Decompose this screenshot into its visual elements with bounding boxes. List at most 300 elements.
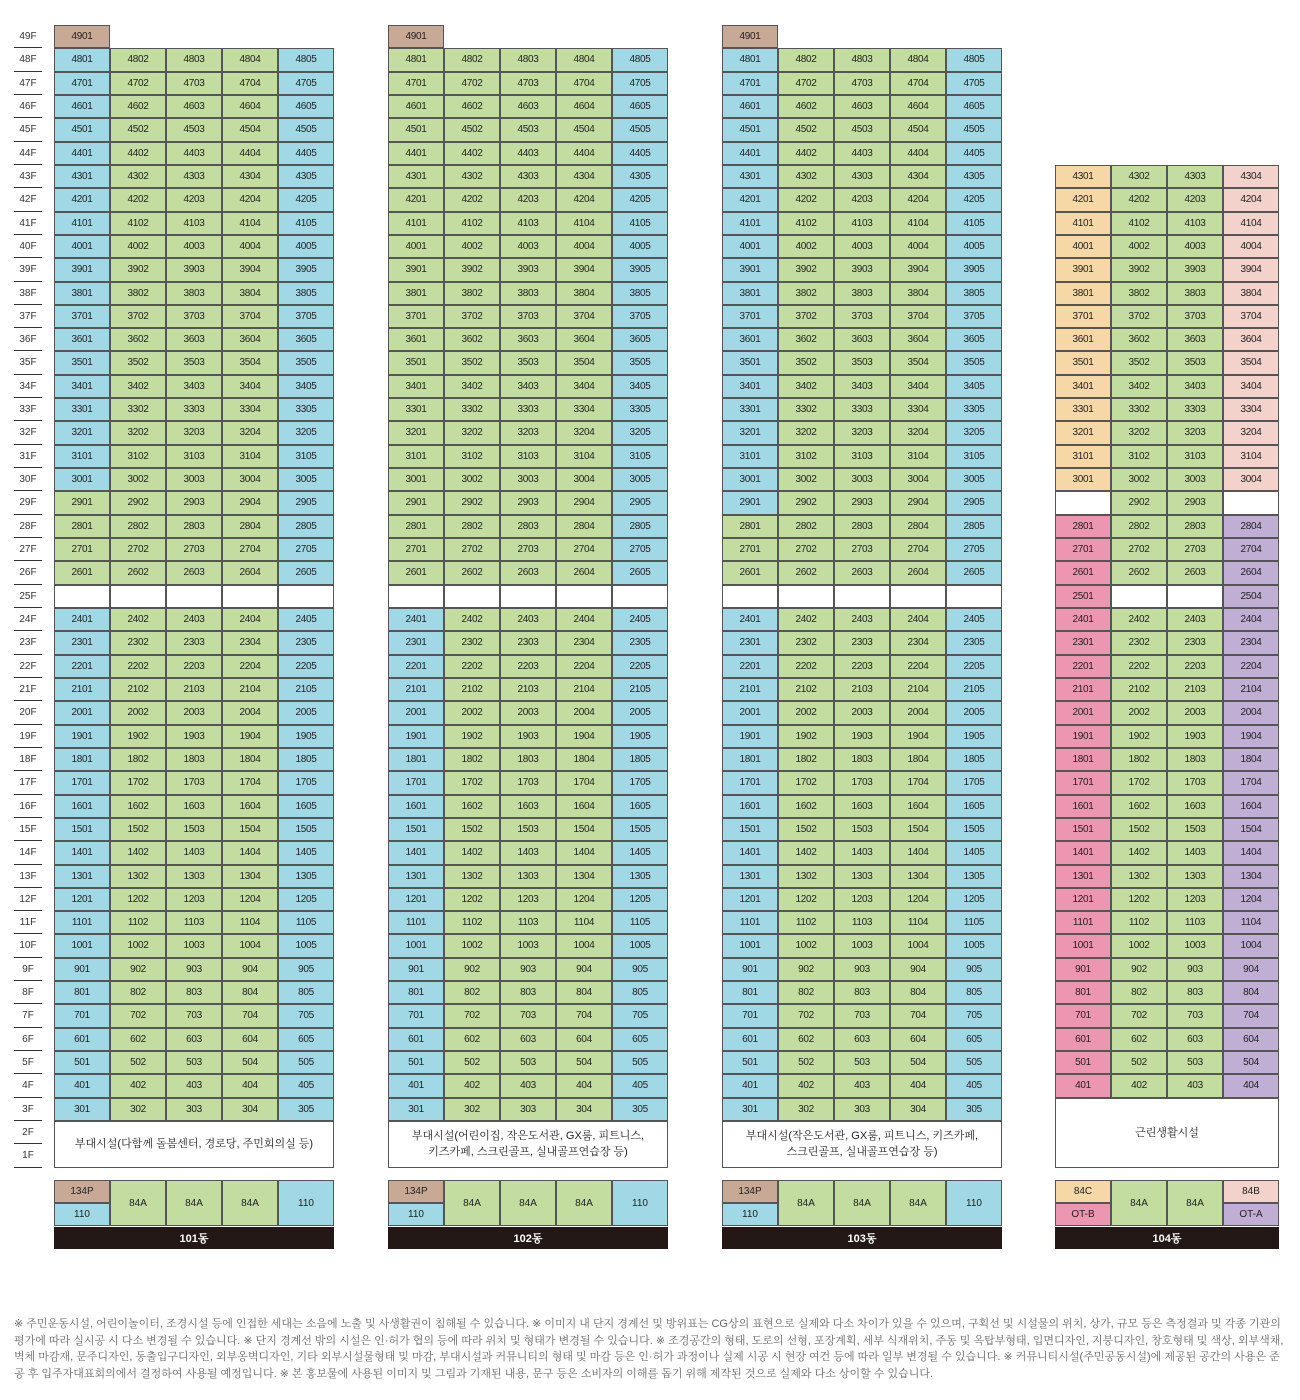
unit-cell: 3903 xyxy=(1167,258,1223,281)
unit-cell: 1105 xyxy=(612,911,668,934)
unit-cell: 4502 xyxy=(778,118,834,141)
unit-cell: 1004 xyxy=(890,934,946,957)
unit-cell: 4504 xyxy=(890,118,946,141)
unit-cell: 2204 xyxy=(1223,655,1279,678)
unit-cell: 703 xyxy=(500,1004,556,1027)
unit-cell: 1404 xyxy=(556,841,612,864)
unit-cell: 805 xyxy=(612,981,668,1004)
unit-cell: 4204 xyxy=(556,188,612,211)
unit-cell: 1801 xyxy=(1055,748,1111,771)
unit-cell: 1302 xyxy=(110,865,166,888)
unit-cell: 3501 xyxy=(388,351,444,374)
facility-label: 부대시설(작은도서관, GX룸, 피트니스, 키즈카페, 스크린골프, 실내골프연습장 등) xyxy=(722,1121,1002,1168)
unit-cell: 1501 xyxy=(54,818,110,841)
unit-cell: 903 xyxy=(500,958,556,981)
unit-cell: 1705 xyxy=(278,771,334,794)
unit-type-label: 110 xyxy=(278,1180,334,1226)
unit-cell: 604 xyxy=(222,1028,278,1051)
unit-cell: 3402 xyxy=(1111,375,1167,398)
unit-cell: 2402 xyxy=(778,608,834,631)
unit-cell: 4202 xyxy=(444,188,500,211)
unit-cell: 3304 xyxy=(222,398,278,421)
unit-cell: 3105 xyxy=(612,445,668,468)
unit-cell: 3505 xyxy=(612,351,668,374)
unit-cell: 2702 xyxy=(1111,538,1167,561)
unit-cell: 4001 xyxy=(388,235,444,258)
unit-cell: 3802 xyxy=(110,282,166,305)
unit-cell: 3403 xyxy=(1167,375,1223,398)
unit-cell: 2805 xyxy=(612,515,668,538)
unit-cell: 901 xyxy=(1055,958,1111,981)
unit-cell: 3902 xyxy=(778,258,834,281)
unit-cell: 3302 xyxy=(778,398,834,421)
unit-cell: 2604 xyxy=(1223,561,1279,584)
unit-cell: 1002 xyxy=(1111,934,1167,957)
unit-cell: 3002 xyxy=(444,468,500,491)
floor-label: 15F xyxy=(14,818,42,841)
unit-cell: 4703 xyxy=(166,72,222,95)
unit-cell: 4801 xyxy=(388,48,444,71)
unit-cell: 3201 xyxy=(722,421,778,444)
unit-cell: 2104 xyxy=(222,678,278,701)
unit-cell: 4002 xyxy=(110,235,166,258)
floor-label: 24F xyxy=(14,608,42,631)
empty-cell xyxy=(222,585,278,608)
unit-cell: 2905 xyxy=(612,491,668,514)
unit-cell: 2702 xyxy=(778,538,834,561)
unit-cell: 4201 xyxy=(54,188,110,211)
unit-cell: 3603 xyxy=(166,328,222,351)
unit-cell: 502 xyxy=(444,1051,500,1074)
unit-cell: 3504 xyxy=(890,351,946,374)
disclaimer-text: ※ 주민운동시설, 어린이놀이터, 조경시설 등에 인접한 세대는 소음에 노출 및 사생활권이 침해될 수 있습니다. ※ 이미지 내 단지 경계선 및 방위표는 CG상의 표현으로 실제와 다소 차이가 있을 수 있으며, 구획선 및 시설물의 위치, 상가, 규모 등은 측정결과 및 각종 기관의 평가에 따라 실시공 시 다소 변경될 수 있습니다. ※ 단지 경계선 밖의 시설은 인·허가 협의 등에 따라 위치 및 형태가 변경될 수 있습니다. ※ 조경공간의 형태, 도로의 선형, 포장계획, 세부 식재위치, 주동 및 옥탑부형태, 입면디자인, 지붕디자인, 창호형태 및 색상, 외부색채, 벽체 마감재, 문주디자인, 동출입구디자인, 외부옹벽디자인, 기타 외부시설물형태 및 마감, 부대시설과 커뮤니티의 형태 및 마감 등은 인·허가 과정이나 실제 시공 시 현장 여건 등에 따라 일부 변경될 수 있습니다. ※ 커뮤니티시설(주민공동시설)에 제공된 공간의 사용은 준공 후 입주자대표회의에서 결정하여 사용될 예정입니다. ※ 본 홍보물에 사용된 이미지 및 그림과 기재된 내용, 문구 등은 소비자의 이해를 돕기 위해 제작된 것으로 실제와 다소 상이할 수 있습니다. xyxy=(14,1318,1284,1380)
unit-cell: 1504 xyxy=(890,818,946,841)
unit-cell: 1903 xyxy=(834,725,890,748)
unit-cell: 3304 xyxy=(890,398,946,421)
unit-cell: 402 xyxy=(444,1074,500,1097)
unit-cell: 1304 xyxy=(890,865,946,888)
unit-cell: 4605 xyxy=(612,95,668,118)
unit-cell: 3104 xyxy=(1223,445,1279,468)
unit-cell: 3602 xyxy=(110,328,166,351)
unit-type-label: 110 xyxy=(54,1203,110,1226)
unit-cell: 1204 xyxy=(890,888,946,911)
unit-cell: 1303 xyxy=(834,865,890,888)
unit-cell: 4804 xyxy=(890,48,946,71)
unit-cell: 2301 xyxy=(722,631,778,654)
unit-cell: 2201 xyxy=(1055,655,1111,678)
unit-cell: 4603 xyxy=(500,95,556,118)
unit-cell: 2004 xyxy=(222,701,278,724)
unit-cell: 4702 xyxy=(110,72,166,95)
unit-cell: 2903 xyxy=(166,491,222,514)
unit-cell: 3102 xyxy=(110,445,166,468)
unit-cell: 2304 xyxy=(222,631,278,654)
unit-cell: 904 xyxy=(222,958,278,981)
floor-label: 33F xyxy=(14,398,42,421)
unit-cell: 2403 xyxy=(500,608,556,631)
unit-cell: 3805 xyxy=(278,282,334,305)
unit-cell: 1302 xyxy=(444,865,500,888)
unit-cell: 3005 xyxy=(946,468,1002,491)
floor-label: 43F xyxy=(14,165,42,188)
floor-label: 37F xyxy=(14,305,42,328)
unit-cell: 504 xyxy=(556,1051,612,1074)
unit-cell: 4702 xyxy=(778,72,834,95)
unit-cell: 4301 xyxy=(722,165,778,188)
unit-cell: 1402 xyxy=(1111,841,1167,864)
unit-cell: 1804 xyxy=(1223,748,1279,771)
unit-cell: 802 xyxy=(444,981,500,1004)
unit-cell: 3401 xyxy=(54,375,110,398)
unit-cell: 1905 xyxy=(946,725,1002,748)
floor-label: 22F xyxy=(14,655,42,678)
unit-cell: 3801 xyxy=(388,282,444,305)
unit-cell: 404 xyxy=(1223,1074,1279,1097)
floor-label: 29F xyxy=(14,491,42,514)
unit-cell: 1103 xyxy=(500,911,556,934)
unit-cell: 1202 xyxy=(444,888,500,911)
unit-cell: 3205 xyxy=(278,421,334,444)
unit-cell: 2201 xyxy=(388,655,444,678)
unit-cell: 804 xyxy=(556,981,612,1004)
unit-cell: 304 xyxy=(222,1098,278,1121)
unit-cell: 1001 xyxy=(388,934,444,957)
building-name: 101동 xyxy=(54,1227,334,1249)
unit-cell: 305 xyxy=(278,1098,334,1121)
unit-cell: 1304 xyxy=(1223,865,1279,888)
unit-cell: 4103 xyxy=(1167,212,1223,235)
unit-cell: 2801 xyxy=(722,515,778,538)
unit-cell: 3604 xyxy=(890,328,946,351)
unit-cell: 1704 xyxy=(890,771,946,794)
unit-cell: 3904 xyxy=(556,258,612,281)
unit-cell: 1202 xyxy=(110,888,166,911)
unit-cell: 2203 xyxy=(834,655,890,678)
floor-label: 27F xyxy=(14,538,42,561)
unit-cell: 403 xyxy=(1167,1074,1223,1097)
unit-cell: 4001 xyxy=(722,235,778,258)
unit-cell: 3302 xyxy=(110,398,166,421)
unit-cell: 3702 xyxy=(110,305,166,328)
unit-cell: 4303 xyxy=(166,165,222,188)
unit-cell: 904 xyxy=(556,958,612,981)
floor-label: 14F xyxy=(14,841,42,864)
unit-cell: 1904 xyxy=(222,725,278,748)
unit-cell: 3102 xyxy=(778,445,834,468)
unit-cell: 3703 xyxy=(166,305,222,328)
empty-cell xyxy=(1223,491,1279,514)
unit-cell: 3602 xyxy=(1111,328,1167,351)
unit-type-label: 84A xyxy=(778,1180,834,1226)
unit-cell: 4502 xyxy=(444,118,500,141)
empty-cell xyxy=(444,585,500,608)
unit-cell: 1103 xyxy=(834,911,890,934)
unit-cell: 2905 xyxy=(946,491,1002,514)
unit-type-label: 84A xyxy=(222,1180,278,1226)
unit-cell: 3705 xyxy=(278,305,334,328)
unit-cell: 3701 xyxy=(722,305,778,328)
unit-cell: 1405 xyxy=(946,841,1002,864)
unit-cell: 1904 xyxy=(556,725,612,748)
unit-cell: 3501 xyxy=(1055,351,1111,374)
unit-cell: 701 xyxy=(1055,1004,1111,1027)
unit-cell: 4603 xyxy=(166,95,222,118)
unit-cell: 4003 xyxy=(1167,235,1223,258)
unit-cell: 1403 xyxy=(834,841,890,864)
unit-cell: 1601 xyxy=(722,795,778,818)
unit-cell: 505 xyxy=(278,1051,334,1074)
unit-cell: 1902 xyxy=(444,725,500,748)
unit-cell: 1805 xyxy=(278,748,334,771)
unit-cell: 801 xyxy=(1055,981,1111,1004)
unit-cell: 1005 xyxy=(946,934,1002,957)
floor-label: 36F xyxy=(14,328,42,351)
unit-cell: 1104 xyxy=(556,911,612,934)
empty-cell xyxy=(1111,585,1167,608)
unit-cell: 301 xyxy=(722,1098,778,1121)
unit-cell: 2005 xyxy=(946,701,1002,724)
floor-label: 9F xyxy=(14,958,42,981)
unit-cell: 3601 xyxy=(388,328,444,351)
unit-cell: 403 xyxy=(500,1074,556,1097)
unit-cell: 501 xyxy=(388,1051,444,1074)
empty-cell xyxy=(834,585,890,608)
unit-cell: 3004 xyxy=(556,468,612,491)
unit-cell: 1003 xyxy=(500,934,556,957)
unit-cell: 3103 xyxy=(834,445,890,468)
floor-label: 17F xyxy=(14,771,42,794)
unit-cell: 4203 xyxy=(834,188,890,211)
floor-label: 49F xyxy=(14,25,42,48)
unit-cell: 1804 xyxy=(556,748,612,771)
unit-cell: 2205 xyxy=(612,655,668,678)
unit-cell: 1104 xyxy=(222,911,278,934)
unit-cell: 3803 xyxy=(500,282,556,305)
unit-cell: 1604 xyxy=(1223,795,1279,818)
unit-cell: 3101 xyxy=(1055,445,1111,468)
unit-cell: 1804 xyxy=(222,748,278,771)
unit-cell: 3002 xyxy=(110,468,166,491)
empty-cell xyxy=(612,585,668,608)
unit-cell: 2805 xyxy=(278,515,334,538)
empty-cell xyxy=(54,585,110,608)
unit-cell: 1003 xyxy=(166,934,222,957)
unit-cell: 3105 xyxy=(278,445,334,468)
unit-cell: 2705 xyxy=(278,538,334,561)
unit-cell: 4004 xyxy=(890,235,946,258)
empty-cell xyxy=(166,585,222,608)
unit-cell: 1005 xyxy=(612,934,668,957)
unit-cell: 4304 xyxy=(222,165,278,188)
unit-cell: 1002 xyxy=(110,934,166,957)
unit-cell: 4203 xyxy=(1167,188,1223,211)
unit-cell: 2903 xyxy=(500,491,556,514)
unit-cell: 3905 xyxy=(278,258,334,281)
unit-cell: 3802 xyxy=(1111,282,1167,305)
unit-cell: 4401 xyxy=(722,142,778,165)
unit-cell: 3903 xyxy=(834,258,890,281)
unit-cell: 1303 xyxy=(166,865,222,888)
unit-cell: 604 xyxy=(1223,1028,1279,1051)
unit-cell: 3302 xyxy=(1111,398,1167,421)
unit-cell: 4002 xyxy=(778,235,834,258)
unit-cell: 3603 xyxy=(834,328,890,351)
unit-cell: 704 xyxy=(890,1004,946,1027)
unit-cell: 2804 xyxy=(556,515,612,538)
unit-cell: 1305 xyxy=(278,865,334,888)
unit-cell: 1901 xyxy=(54,725,110,748)
unit-cell: 3303 xyxy=(166,398,222,421)
unit-type-label: 84A xyxy=(1111,1180,1167,1226)
unit-cell: 1904 xyxy=(890,725,946,748)
unit-cell: 4405 xyxy=(278,142,334,165)
unit-cell: 3504 xyxy=(222,351,278,374)
unit-cell: 3502 xyxy=(1111,351,1167,374)
unit-cell: 2902 xyxy=(110,491,166,514)
unit-cell: 3302 xyxy=(444,398,500,421)
unit-cell: 2804 xyxy=(222,515,278,538)
unit-cell: 1501 xyxy=(1055,818,1111,841)
unit-cell: 803 xyxy=(166,981,222,1004)
unit-cell: 4101 xyxy=(388,212,444,235)
unit-cell: 3704 xyxy=(890,305,946,328)
unit-cell: 3605 xyxy=(946,328,1002,351)
unit-cell: 1704 xyxy=(222,771,278,794)
unit-cell: 2702 xyxy=(110,538,166,561)
unit-type-label: 110 xyxy=(722,1203,778,1226)
unit-cell: 1801 xyxy=(722,748,778,771)
unit-cell: 1102 xyxy=(444,911,500,934)
unit-cell: 3402 xyxy=(778,375,834,398)
building-name: 104동 xyxy=(1055,1227,1279,1249)
unit-cell: 3201 xyxy=(54,421,110,444)
unit-cell: 4105 xyxy=(946,212,1002,235)
unit-cell: 4705 xyxy=(612,72,668,95)
unit-cell: 1604 xyxy=(890,795,946,818)
unit-cell: 1403 xyxy=(1167,841,1223,864)
unit-cell: 2601 xyxy=(1055,561,1111,584)
unit-cell: 1905 xyxy=(278,725,334,748)
unit-cell: 3305 xyxy=(278,398,334,421)
unit-cell: 2101 xyxy=(388,678,444,701)
unit-cell: 3104 xyxy=(556,445,612,468)
unit-cell: 4504 xyxy=(222,118,278,141)
unit-cell: 3404 xyxy=(1223,375,1279,398)
unit-cell: 4802 xyxy=(778,48,834,71)
unit-cell: 2005 xyxy=(278,701,334,724)
unit-cell: 2902 xyxy=(444,491,500,514)
unit-cell: 3604 xyxy=(1223,328,1279,351)
empty-cell xyxy=(556,585,612,608)
unit-cell: 2704 xyxy=(556,538,612,561)
unit-cell: 1402 xyxy=(778,841,834,864)
unit-cell: 602 xyxy=(1111,1028,1167,1051)
unit-cell: 4705 xyxy=(278,72,334,95)
unit-cell: 2305 xyxy=(278,631,334,654)
unit-cell: 3503 xyxy=(166,351,222,374)
unit-cell: 2104 xyxy=(1223,678,1279,701)
unit-cell: 303 xyxy=(166,1098,222,1121)
unit-cell: 2404 xyxy=(222,608,278,631)
unit-cell: 3003 xyxy=(834,468,890,491)
unit-cell: 2002 xyxy=(444,701,500,724)
unit-cell: 1502 xyxy=(444,818,500,841)
floor-label: 45F xyxy=(14,118,42,141)
unit-cell: 3602 xyxy=(444,328,500,351)
unit-cell: 2601 xyxy=(722,561,778,584)
unit-cell: 2402 xyxy=(110,608,166,631)
unit-cell: 402 xyxy=(110,1074,166,1097)
unit-cell: 1202 xyxy=(1111,888,1167,911)
unit-cell: 2501 xyxy=(1055,585,1111,608)
unit-cell: 701 xyxy=(54,1004,110,1027)
unit-cell: 1105 xyxy=(278,911,334,934)
unit-cell: 4204 xyxy=(1223,188,1279,211)
unit-cell: 2105 xyxy=(278,678,334,701)
unit-cell: 4704 xyxy=(556,72,612,95)
unit-cell: 2804 xyxy=(1223,515,1279,538)
unit-cell: 4604 xyxy=(222,95,278,118)
unit-cell: 902 xyxy=(778,958,834,981)
unit-cell: 502 xyxy=(110,1051,166,1074)
unit-cell: 4702 xyxy=(444,72,500,95)
unit-cell: 3901 xyxy=(54,258,110,281)
unit-cell: 3002 xyxy=(778,468,834,491)
unit-cell: 2103 xyxy=(834,678,890,701)
unit-cell: 4602 xyxy=(778,95,834,118)
floor-label: 2F xyxy=(14,1121,42,1144)
unit-cell: 3702 xyxy=(778,305,834,328)
empty-cell xyxy=(388,585,444,608)
unit-cell: 1703 xyxy=(500,771,556,794)
unit-cell: 703 xyxy=(166,1004,222,1027)
unit-cell: 4203 xyxy=(500,188,556,211)
unit-cell: 701 xyxy=(388,1004,444,1027)
floor-label: 31F xyxy=(14,445,42,468)
unit-cell: 1702 xyxy=(444,771,500,794)
unit-cell: 2304 xyxy=(556,631,612,654)
unit-cell: 3203 xyxy=(166,421,222,444)
floor-label: 44F xyxy=(14,142,42,165)
unit-cell: 503 xyxy=(166,1051,222,1074)
unit-cell: 3901 xyxy=(1055,258,1111,281)
unit-cell: 1504 xyxy=(222,818,278,841)
unit-cell: 601 xyxy=(54,1028,110,1051)
unit-cell: 1101 xyxy=(722,911,778,934)
unit-cell: 704 xyxy=(1223,1004,1279,1027)
unit-type-label: 110 xyxy=(612,1180,668,1226)
unit-cell: 3902 xyxy=(444,258,500,281)
unit-cell: 1904 xyxy=(1223,725,1279,748)
empty-cell xyxy=(278,585,334,608)
unit-cell: 2901 xyxy=(54,491,110,514)
unit-cell: 3502 xyxy=(444,351,500,374)
unit-cell: 3401 xyxy=(1055,375,1111,398)
unit-cell: 405 xyxy=(946,1074,1002,1097)
unit-cell: 1603 xyxy=(834,795,890,818)
empty-cell xyxy=(110,585,166,608)
unit-cell: 4703 xyxy=(500,72,556,95)
unit-type-label: 84A xyxy=(834,1180,890,1226)
floor-label: 46F xyxy=(14,95,42,118)
unit-cell: 1502 xyxy=(778,818,834,841)
unit-cell: 4003 xyxy=(500,235,556,258)
unit-type-label: 84A xyxy=(444,1180,500,1226)
unit-cell: 2803 xyxy=(834,515,890,538)
unit-cell: 1204 xyxy=(1223,888,1279,911)
unit-cell: 901 xyxy=(388,958,444,981)
